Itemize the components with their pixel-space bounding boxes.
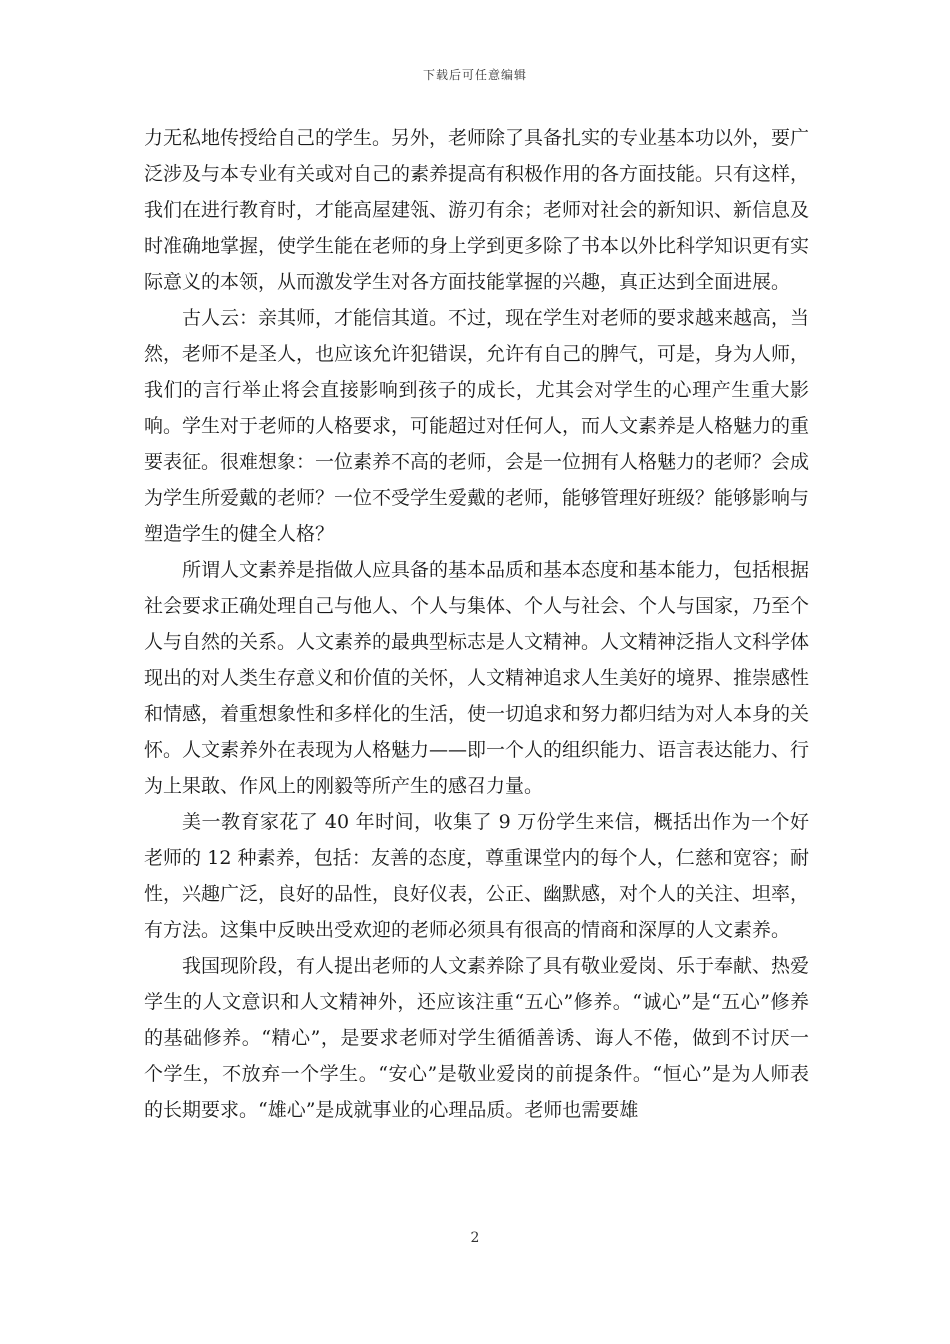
page-header: 下载后可任意编辑 xyxy=(422,68,527,82)
page-number: 2 xyxy=(470,1230,480,1246)
paragraph-2: 古人云：亲其师，才能信其道。不过，现在学生对老师的要求越来越高，当然，老师不是圣人，也应该允许犯错误，允许有自己的脾气，可是，身为人师，我们的言行举止将会直接影响到孩子的成长，尤其会对学生的心理产生重大影响。学生对于老师的人格要求，可能超过对任何人，而人文素养是人格魅力的重要表征。很难想象：一位素养不高的老师，会是一位拥有人格魅力的老师？会成为学生所爱戴的老师？一位不受学生爱戴的老师，能够管理好班级？能够影响与塑造学生的健全人格？ xyxy=(144,307,810,545)
paragraph-5: 我国现阶段，有人提出老师的人文素养除了具有敬业爱岗、乐于奉献、热爱学生的人文意识和人文精神外，还应该注重“五心”修养。“诚心”是“五心”修养的基础修养。“精心”，是要求老师对学生循循善诱、诲人不倦，做到不讨厌一个学生，不放弃一个学生。“安心”是敬业爱岗的前提条件。“恒心”是为人师表的长期要求。“雄心”是成就事业的心理品质。老师也需要雄 xyxy=(144,955,810,1121)
paragraph-1: 力无私地传授给自己的学生。另外，老师除了具备扎实的专业基本功以外，要广泛涉及与本专业有关或对自己的素养提高有积极作用的各方面技能。只有这样，我们在进行教育时，才能高屋建瓴、游刃有余；老师对社会的新知识、新信息及时准确地掌握，使学生能在老师的身上学到更多除了书本以外比科学知识更有实际意义的本领，从而激发学生对各方面技能掌握的兴趣，真正达到全面进展。 xyxy=(144,127,810,293)
document-body xyxy=(144,120,809,1128)
paragraph-4: 美一教育家花了 40 年时间，收集了 9 万份学生来信，概括出作为一个好老师的 12 种素养，包括：友善的态度，尊重课堂内的每个人，仁慈和宽容；耐性，兴趣广泛，良好的品性，良好仪表，公正、幽默感，对个人的关注、坦率，有方法。这集中反映出受欢迎的老师必须具有很高的情商和深厚的人文素养。 xyxy=(144,811,810,941)
paragraph-3: 所谓人文素养是指做人应具备的基本品质和基本态度和基本能力，包括根据社会要求正确处理自己与他人、个人与集体、个人与社会、个人与国家，乃至个人与自然的关系。人文素养的最典型标志是人文精神。人文精神泛指人文科学体现出的对人类生存意义和价值的关怀，人文精神追求人生美好的境界、推崇感性和情感，着重想象性和多样化的生活，使一切追求和努力都归结为对人本身的关怀。人文素养外在表现为人格魅力——即一个人的组织能力、语言表达能力、行为上果敢、作风上的刚毅等所产生的感召力量。 xyxy=(144,559,810,797)
